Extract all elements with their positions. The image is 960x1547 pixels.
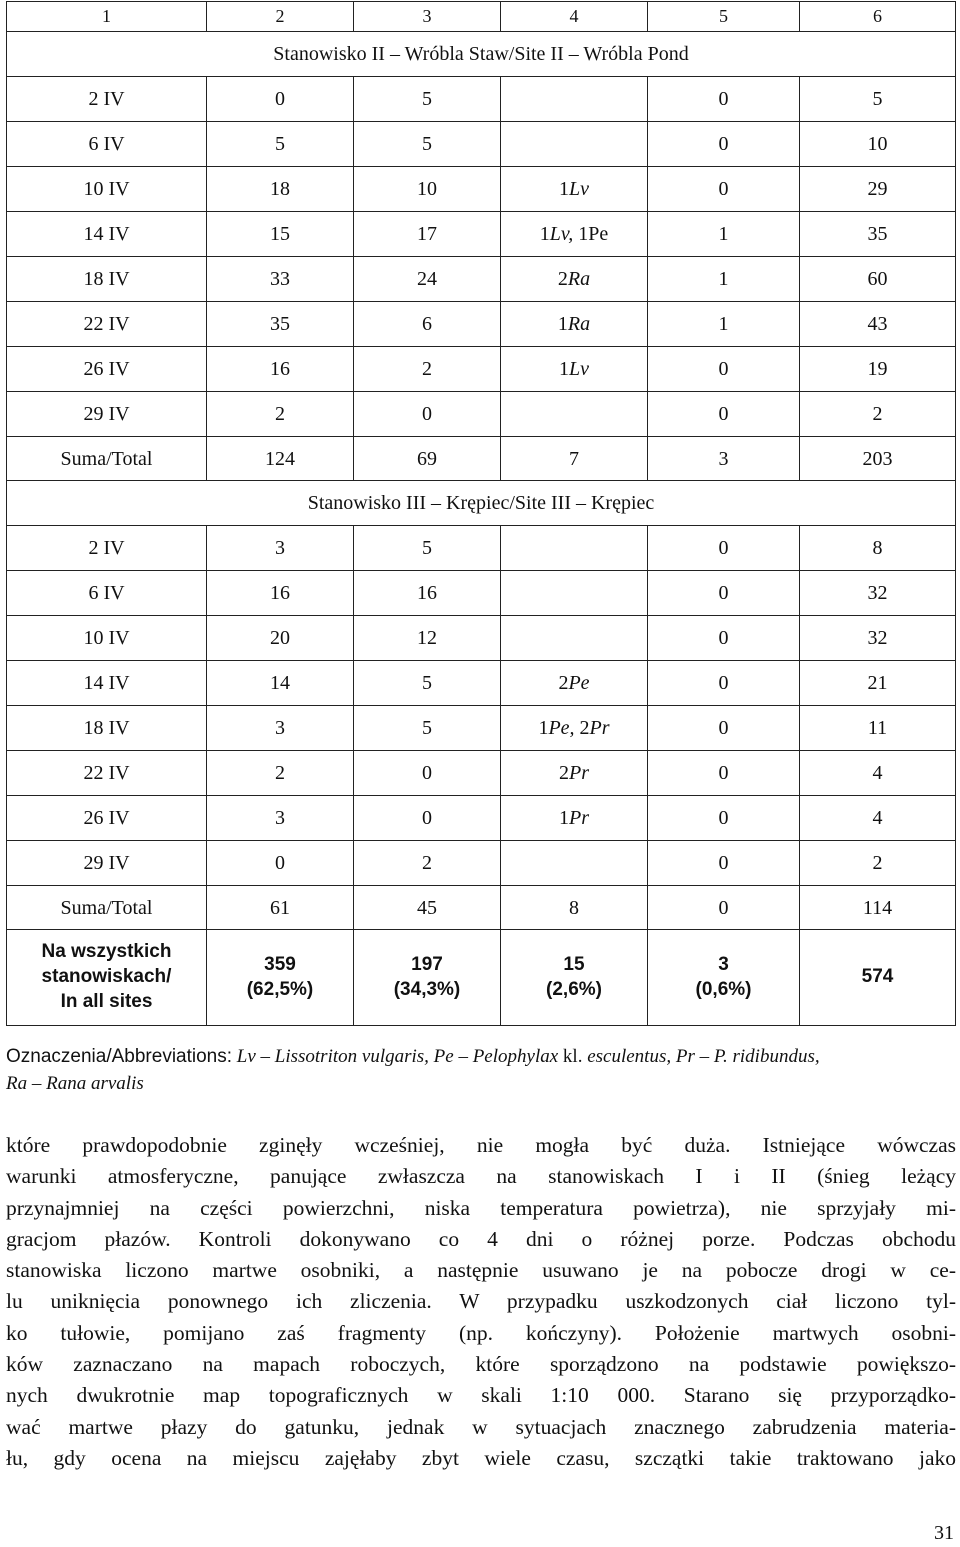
value-cell: 16: [207, 347, 354, 392]
species-cell: [501, 212, 648, 257]
species-cell: [501, 257, 648, 302]
species-abbr: Lv,: [549, 223, 574, 245]
table-row: [7, 661, 956, 706]
species-count: 2: [559, 762, 569, 784]
species-count: 1: [559, 807, 569, 829]
value-line: 3: [718, 953, 729, 975]
table-row: [7, 571, 956, 616]
table-row: [7, 77, 956, 122]
date-cell: 26 IV: [7, 796, 207, 841]
date-cell: 29 IV: [7, 841, 207, 886]
value-cell: 0: [648, 526, 800, 571]
total-value: 3: [648, 437, 800, 481]
abbreviations-line-2: Ra – Rana arvalis: [6, 1073, 144, 1094]
total-value: 203: [800, 437, 956, 481]
total-value: 61: [207, 886, 354, 930]
table-row: [7, 841, 956, 886]
table-row: [7, 257, 956, 302]
text-line: łu, gdy ocena na miejscu zajęłaby zbyt wiele czasu, szczątki takie traktowano jako: [6, 1445, 956, 1470]
total-row: [7, 437, 956, 481]
species-count: 1: [539, 223, 550, 245]
value-cell: 0: [648, 706, 800, 751]
species-cell: [501, 167, 648, 212]
total-label: Suma/Total: [7, 886, 207, 930]
total-value: 7: [501, 437, 648, 481]
value-cell: 10: [354, 167, 501, 212]
value-cell: 0: [354, 796, 501, 841]
section-title-row: [7, 481, 956, 526]
text-line: ko tułowie, pomijano zaś fragmenty (np. kończyny). Położenie martwych osobni-: [6, 1320, 956, 1345]
value-cell: 19: [800, 347, 956, 392]
column-number-6: 6: [800, 2, 956, 32]
species-cell: [501, 571, 648, 616]
label-line: stanowiskach/: [41, 966, 172, 988]
date-cell: 22 IV: [7, 302, 207, 347]
text-line: nych dwukrotnie map topograficznych w skali 1:10 000. Starano się przyporządko-: [6, 1383, 956, 1408]
species-count: 1: [557, 313, 568, 335]
species-count: 1: [559, 178, 569, 200]
table-row: [7, 347, 956, 392]
table-row: [7, 392, 956, 437]
all-sites-value: [207, 930, 354, 1026]
all-sites-row: [7, 930, 956, 1026]
value-cell: 0: [648, 347, 800, 392]
column-number-2: 2: [207, 2, 354, 32]
value-cell: 2: [207, 392, 354, 437]
value-cell: 2: [800, 392, 956, 437]
section-title: Stanowisko III – Krępiec/Site III – Krępiec: [7, 481, 956, 526]
text-line: lu uniknięcia ponownego ich zliczenia. W przypadku uszkodzonych ciał liczono tyl-: [6, 1289, 956, 1314]
species-cell: [501, 616, 648, 661]
value-cell: 0: [648, 661, 800, 706]
value-cell: 16: [207, 571, 354, 616]
value-cell: 0: [648, 841, 800, 886]
total-value: 45: [354, 886, 501, 930]
label-line: In all sites: [60, 990, 153, 1012]
total-value: 124: [207, 437, 354, 481]
value-cell: 5: [354, 526, 501, 571]
date-cell: 10 IV: [7, 167, 207, 212]
text-line: wać martwe płazy do gatunku, jednak w sytuacjach znacznego zabrudzenia materia-: [6, 1414, 956, 1439]
total-value: 114: [800, 886, 956, 930]
date-cell: 29 IV: [7, 392, 207, 437]
value-cell: 0: [354, 392, 501, 437]
species-abbr: Ra: [567, 268, 591, 290]
value-cell: 5: [207, 122, 354, 167]
value-cell: 6: [354, 302, 501, 347]
value-cell: 3: [207, 706, 354, 751]
species-cell: [501, 302, 648, 347]
value-cell: 14: [207, 661, 354, 706]
value-cell: 5: [354, 706, 501, 751]
species-cell: [501, 796, 648, 841]
value-cell: 18: [207, 167, 354, 212]
abbreviations-note: [6, 1043, 956, 1097]
species-abbr: Pe: [568, 672, 590, 694]
value-line: 197: [411, 953, 443, 975]
abbreviation-text: Lv – Lissotriton vulgaris, Pe – Pelophylax: [236, 1046, 559, 1067]
text-line: które prawdopodobnie zginęły wcześniej, nie mogła być duża. Istniejące wówczas: [6, 1133, 956, 1157]
value-cell: 0: [648, 167, 800, 212]
species-count: 2: [557, 268, 568, 290]
abbreviations-line-1: [6, 1043, 956, 1070]
value-cell: 16: [354, 571, 501, 616]
date-cell: 6 IV: [7, 571, 207, 616]
value-cell: 32: [800, 571, 956, 616]
date-cell: 22 IV: [7, 751, 207, 796]
table-header-row: [7, 2, 956, 32]
value-cell: 12: [354, 616, 501, 661]
species-cell: [501, 706, 648, 751]
value-line: (0,6%): [695, 978, 752, 1000]
value-cell: 35: [207, 302, 354, 347]
value-cell: 4: [800, 796, 956, 841]
species-cell: [501, 392, 648, 437]
value-cell: 35: [800, 212, 956, 257]
date-cell: 18 IV: [7, 706, 207, 751]
data-table: [6, 1, 956, 1026]
value-cell: 17: [354, 212, 501, 257]
text-line: ków zaznaczano na mapach roboczych, które sporządzono na podstawie powiększo-: [6, 1352, 956, 1377]
species-abbr: Lv: [569, 358, 589, 380]
table-row: [7, 302, 956, 347]
value-cell: 1: [648, 302, 800, 347]
all-sites-value: [648, 930, 800, 1026]
total-label: Suma/Total: [7, 437, 207, 481]
table-row: [7, 616, 956, 661]
value-line: (62,5%): [246, 978, 314, 1000]
table-row: [7, 796, 956, 841]
total-value: 0: [648, 886, 800, 930]
species-count: 2: [558, 672, 569, 694]
all-sites-value: [501, 930, 648, 1026]
species-cell: [501, 751, 648, 796]
value-cell: 1: [648, 257, 800, 302]
species-abbr: Pe,: [548, 717, 575, 739]
value-cell: 0: [207, 77, 354, 122]
species-abbr: Pr: [569, 807, 589, 829]
value-cell: 0: [648, 751, 800, 796]
species-abbr: Pr: [569, 762, 589, 784]
value-cell: 32: [800, 616, 956, 661]
value-cell: 5: [354, 661, 501, 706]
abbreviation-text: kl.: [558, 1046, 588, 1067]
total-row: [7, 886, 956, 930]
value-cell: 2: [207, 751, 354, 796]
species-cell: [501, 77, 648, 122]
total-value: 8: [501, 886, 648, 930]
abbreviation-text: esculentus, Pr – P. ridibundus,: [587, 1046, 820, 1067]
value-cell: 2: [800, 841, 956, 886]
species-count: 1: [559, 358, 569, 380]
value-cell: 2: [354, 347, 501, 392]
value-cell: 60: [800, 257, 956, 302]
value-cell: 33: [207, 257, 354, 302]
value-cell: 10: [800, 122, 956, 167]
species-count: 1: [538, 717, 549, 739]
text-line: stanowiska liczono martwe osobniki, a następnie usuwano je na pobocze drogi w ce-: [6, 1258, 956, 1283]
section-title: Stanowisko II – Wróbla Staw/Site II – Wróbla Pond: [7, 32, 956, 77]
value-line: 359: [264, 953, 296, 975]
value-cell: 0: [207, 841, 354, 886]
value-cell: 5: [354, 77, 501, 122]
value-cell: 24: [354, 257, 501, 302]
column-number-5: 5: [648, 2, 800, 32]
value-cell: 3: [207, 796, 354, 841]
table-row: [7, 167, 956, 212]
page-number: 31: [934, 1522, 954, 1544]
species-count: 1Pe: [573, 223, 609, 245]
table-row: [7, 526, 956, 571]
text-line: warunki atmosferyczne, panujące zwłaszcza na stanowiskach I i II (śnieg leżący: [6, 1164, 956, 1189]
species-abbr: Lv: [569, 178, 589, 200]
body-paragraph: [6, 1130, 956, 1474]
value-cell: 0: [648, 392, 800, 437]
all-sites-label: [7, 930, 207, 1026]
value-cell: 0: [354, 751, 501, 796]
table-row: [7, 212, 956, 257]
table-row: [7, 751, 956, 796]
all-sites-total: 574: [800, 930, 956, 1026]
species-count: 2: [574, 717, 590, 739]
species-cell: [501, 841, 648, 886]
date-cell: 14 IV: [7, 661, 207, 706]
table-row: [7, 706, 956, 751]
species-cell: [501, 661, 648, 706]
value-cell: 21: [800, 661, 956, 706]
all-sites-value: [354, 930, 501, 1026]
section-title-row: [7, 32, 956, 77]
value-cell: 0: [648, 796, 800, 841]
value-cell: 43: [800, 302, 956, 347]
value-cell: 0: [648, 122, 800, 167]
date-cell: 2 IV: [7, 77, 207, 122]
value-cell: 5: [354, 122, 501, 167]
value-cell: 5: [800, 77, 956, 122]
value-cell: 15: [207, 212, 354, 257]
value-cell: 0: [648, 77, 800, 122]
date-cell: 2 IV: [7, 526, 207, 571]
value-cell: 0: [648, 616, 800, 661]
species-abbr: Ra: [567, 313, 591, 335]
value-cell: 20: [207, 616, 354, 661]
value-cell: 3: [207, 526, 354, 571]
value-cell: 11: [800, 706, 956, 751]
value-cell: 4: [800, 751, 956, 796]
table-row: [7, 122, 956, 167]
date-cell: 26 IV: [7, 347, 207, 392]
value-cell: 8: [800, 526, 956, 571]
value-cell: 29: [800, 167, 956, 212]
species-cell: [501, 526, 648, 571]
date-cell: 18 IV: [7, 257, 207, 302]
column-number-1: 1: [7, 2, 207, 32]
species-abbr: Pr: [589, 717, 610, 739]
value-line: 15: [563, 953, 585, 975]
value-cell: 2: [354, 841, 501, 886]
column-number-3: 3: [354, 2, 501, 32]
value-line: (2,6%): [546, 978, 602, 1000]
abbreviations-label: Oznaczenia/Abbreviations:: [6, 1046, 233, 1067]
total-value: 69: [354, 437, 501, 481]
species-cell: [501, 347, 648, 392]
text-line: gracjom płazów. Kontroli dokonywano co 4 dni o różnej porze. Podczas obchodu: [6, 1226, 956, 1251]
species-cell: [501, 122, 648, 167]
value-cell: 0: [648, 571, 800, 616]
column-number-4: 4: [501, 2, 648, 32]
date-cell: 10 IV: [7, 616, 207, 661]
label-line: Na wszystkich: [41, 941, 172, 963]
value-line: (34,3%): [393, 978, 461, 1000]
date-cell: 14 IV: [7, 212, 207, 257]
value-cell: 1: [648, 212, 800, 257]
text-line: przynajmniej na części powierzchni, niska temperatura powietrza), nie sprzyjały mi-: [6, 1195, 956, 1220]
date-cell: 6 IV: [7, 122, 207, 167]
